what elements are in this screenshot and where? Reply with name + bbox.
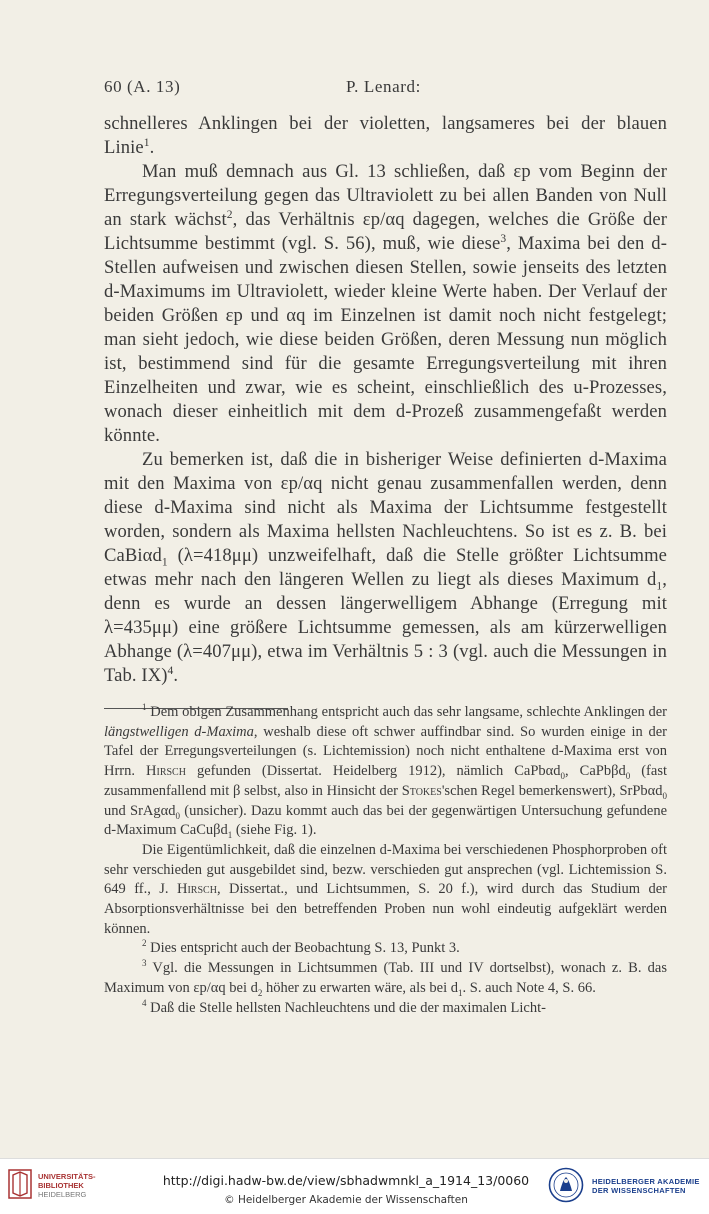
text-run: , Dissertat., und Lichtsummen, S. 20 f.), wird durch das Studium der Absorptionsverhältnisse bei den betreffenden Proben nun wohl eindeutig aufgeklärt werden können.: [104, 881, 667, 937]
text-sup: 2: [226, 208, 233, 221]
academy-line-1: HEIDELBERGER AKADEMIE: [592, 1177, 700, 1186]
text-sc: Stokes: [401, 782, 442, 799]
ub-line-2: BIBLIOTHEK: [38, 1181, 84, 1190]
text-sub: 1: [458, 987, 463, 998]
academy-label: [592, 1177, 700, 1195]
text-run: .: [149, 137, 155, 158]
text-sup: 4: [167, 664, 174, 677]
text-sub: 2: [257, 987, 263, 998]
university-library-logo-icon: [8, 1169, 32, 1199]
text-run: (λ=418μμ) unzweifelhaft, daß die Stelle größter Lichtsumme etwas mehr nach den längeren Wellen zu liegt als dieses Maximum d: [104, 545, 667, 590]
text-sub: 0: [175, 810, 181, 821]
running-author: P. Lenard:: [346, 77, 421, 96]
text-sup: 4: [142, 997, 147, 1008]
text-sup: 3: [142, 958, 147, 969]
text-sup: 1: [143, 136, 150, 149]
text-run: .: [173, 665, 179, 686]
text-sup: 1: [142, 702, 147, 713]
text-sub: 1: [656, 580, 663, 593]
footnote-1: [104, 703, 667, 841]
text-run: Dem obigen Zusammenhang entspricht auch das sehr langsame, schlechte Anklingen der: [146, 704, 667, 720]
text-run: , weshalb diese oft schwer auffindbar sind. So wurden einige in der Tafel der Erregungsverteilungen (s. Lichtemission) noch nicht enthaltene d-Maxima erst von Hrrn.: [104, 723, 668, 780]
text-it: längstwelligen d-Maxima: [104, 723, 254, 740]
text-sub: 1: [161, 556, 168, 569]
text-sup: 3: [500, 232, 507, 245]
university-library-label: [38, 1172, 96, 1199]
text-sub: 1: [227, 830, 233, 841]
text-run: Die Eigentümlichkeit, daß die einzelnen d-Maxima bei verschiedenen Phosphorproben oft sehr verschieden gut ausgebildet sind, bezw. verschieden gut ansprechen (vgl. Lichtemission S. 649 ff., J.: [104, 841, 667, 898]
text-run: gefunden (Dissertat. Heidelberg 1912), nämlich CaPbαd: [185, 763, 561, 780]
text-run: Man muß demnach aus Gl. 13 schließen, daß εp vom Beginn der Erregungsverteilung gegen das Ultraviolett zu bei allen Banden von Null an stark wächst: [104, 161, 667, 230]
text-sc: Hirsch: [177, 881, 217, 898]
text-run: und SrAgαd: [104, 802, 176, 819]
paragraph: [104, 160, 667, 448]
academy-line-2: DER WISSENSCHAFTEN: [592, 1186, 686, 1195]
main-text: [104, 112, 667, 688]
text-sc: Hirsch: [146, 763, 186, 780]
text-run: , denn es wurde an dessen längerwelligem Abhange (Erregung mit λ=435μμ) eine größere Lichtsumme gemessen, als am kürzerwelligen Abhange (λ=407μμ), etwa im Verhältnis 5 : 3 (vgl. auch die Messungen in Tab. IX): [104, 569, 667, 686]
paragraph: [104, 112, 667, 160]
text-run: (fast zusammenfallend mit β selbst, also in Hinsicht der: [104, 763, 667, 799]
text-run: 'schen Regel bemerkenswert), SrPbαd: [441, 782, 663, 799]
footnote-2: [104, 939, 667, 959]
copyright-notice: © Heidelberger Akademie der Wissenschaften: [224, 1194, 468, 1206]
text-run: . S. auch Note 4, S. 66.: [462, 979, 596, 996]
text-run: Daß die Stelle hellsten Nachleuchtens und die der maximalen Licht-: [146, 999, 546, 1016]
footnote-3: [104, 959, 667, 998]
paragraph: [104, 448, 667, 688]
ub-line-1: UNIVERSITÄTS-: [38, 1172, 96, 1181]
footnote-4: [104, 999, 667, 1019]
text-run: , das Verhältnis εp/αq dagegen, welches die Größe der Lichtsumme bestimmt (vgl. S. 56), muß, wie diese: [104, 209, 667, 254]
ub-line-3: HEIDELBERG: [38, 1190, 87, 1199]
academy-seal-icon: [548, 1167, 584, 1203]
permalink-url[interactable]: http://digi.hadw-bw.de/view/sbhadwmnkl_a_1914_13/0060: [162, 1173, 530, 1188]
text-run: Zu bemerken ist, daß die in bisheriger Weise definierten d-Maxima mit den Maxima von εp/αq nicht genau zusammenfallen werden, denn diese d-Maxima sind nicht als Maxima der Lichtsumme festgestellt worden, sondern als Maxima hellsten Nachleuchtens. So ist es z. B. bei CaBiαd: [104, 449, 667, 566]
text-sup: 2: [142, 938, 147, 949]
text-sub: 0: [560, 771, 566, 781]
text-run: höher zu erwarten wäre, als bei d: [262, 979, 459, 996]
text-run: schnelleres Anklingen bei der violetten, langsameres bei der blauen Linie: [104, 113, 667, 158]
text-run: Dies entspricht auch der Beobachtung S. 13, Punkt 3.: [146, 940, 460, 957]
text-run: , CaPbβd: [565, 763, 626, 780]
text-run: (siehe Fig. 1).: [232, 822, 317, 839]
text-sub: 0: [625, 771, 631, 781]
text-run: , Maxima bei den d-Stellen aufweisen und zwischen diesen Stellen, sowie jenseits des letzten d-Maximums im Ultraviolett, wieder kleine Werte haben. Der Verlauf der beiden Größen εp und αq im Einzelnen ist damit noch nicht festgelegt; man sieht jedoch, wie diese beiden Größen, deren Messung nun möglich ist, bestimmend sind für die gesamte Erregungsverteilung mit ihren Einzelheiten und zwar, wie es scheint, einschließlich des u-Prozesses, wonach dieser einheitlich mit dem d-Prozeß zusammengefaßt werden könnte.: [104, 233, 667, 446]
footnote-1-continued: [104, 841, 667, 940]
page-number: 60 (A. 13): [104, 77, 181, 96]
text-run: (unsicher). Dazu kommt auch das bei der gegenwärtigen Untersuchung gefundene d-Maximum CaCuβd: [104, 802, 668, 839]
text-run: Vgl. die Messungen in Lichtsummen (Tab. III und IV dortselbst), wonach z. B. das Maximum von εp/αq bei d: [104, 960, 667, 996]
footnotes: [104, 703, 667, 1018]
running-header: [104, 77, 669, 99]
text-sub: 0: [662, 790, 668, 801]
